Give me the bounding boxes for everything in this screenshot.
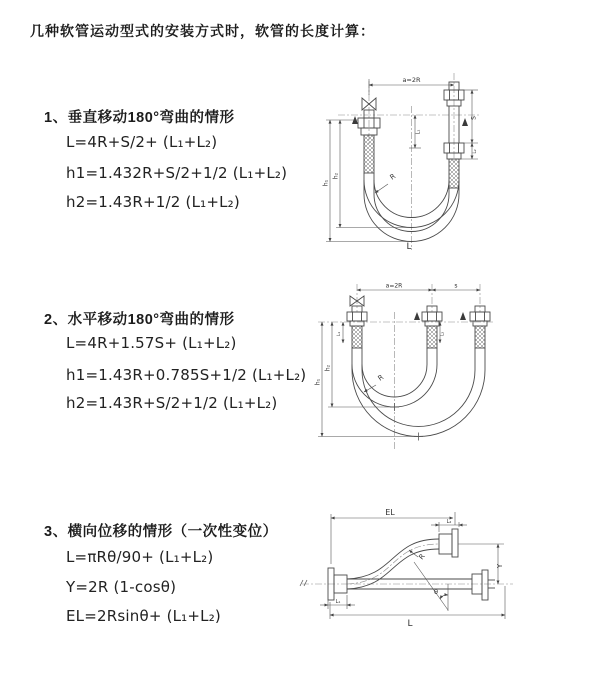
dim-label-l2: L₂ <box>473 149 478 154</box>
upper-flange <box>439 529 458 557</box>
page-title: 几种软管运动型式的安装方式时，软管的长度计算： <box>30 23 375 39</box>
radius-label: R <box>388 172 398 182</box>
middle-pipe-assembly <box>422 306 442 365</box>
section-2-formula-L: L=4R+1.57S+ (L₁+L₂) <box>66 334 237 352</box>
section-1-formula-L: L=4R+S/2+ (L₁+L₂) <box>66 133 218 151</box>
section-3-formula-Y: Y=2R (1-cosθ) <box>66 578 177 596</box>
section-2-heading: 2、水平移动180°弯曲的情形 <box>44 312 235 328</box>
up-arrow-icon <box>460 312 466 320</box>
angle-construction <box>414 562 448 611</box>
dim-label-l1: L₁ <box>337 331 342 337</box>
centerline-break-mark <box>300 580 307 586</box>
dim-label-h1: h₁ <box>314 378 322 386</box>
hose-s-curve <box>347 539 439 589</box>
left-pipe-assembly <box>347 306 367 370</box>
right-pipe-assembly <box>470 306 490 370</box>
section-2-formula-h2: h2=1.43R+S/2+1/2 (L₁+L₂) <box>66 394 278 412</box>
length-label: L <box>406 242 412 252</box>
dim-label-a2r: a=2R <box>385 282 403 290</box>
section-2-formula-h1: h1=1.43R+0.785S+1/2 (L₁+L₂) <box>66 366 307 384</box>
dim-label-y: Y <box>496 563 504 569</box>
dim-label-el: EL <box>385 508 395 517</box>
dim-label-l2: L₂ <box>440 331 446 337</box>
radius-label: R <box>376 373 386 383</box>
hose-u-bend <box>352 365 485 441</box>
dim-label-h1: h₁ <box>322 179 330 187</box>
up-arrow-icon <box>414 312 420 320</box>
angle-label: θ <box>434 588 438 596</box>
section-3-formula-L: L=πRθ/90+ (L₁+L₂) <box>66 548 214 566</box>
diagram-lateral-displacement <box>298 498 598 648</box>
section-1-heading: 1、垂直移动180°弯曲的情形 <box>44 110 235 126</box>
section-1-formula-h2: h2=1.43R+1/2 (L₁+L₂) <box>66 193 240 211</box>
dimensions <box>320 508 505 629</box>
dim-label-l1: L₁ <box>415 129 422 135</box>
section-3-formula-EL: EL=2Rsinθ+ (L₁+L₂) <box>66 607 221 625</box>
diagram-vertical-move-180 <box>312 68 512 268</box>
dim-label-h2: h₂ <box>332 172 340 180</box>
dim-label-l2: L₂ <box>446 519 452 525</box>
dim-label-a2r: a=2R <box>402 76 421 84</box>
dim-label-s: S <box>470 116 478 120</box>
section-1-formula-h1: h1=1.432R+S/2+1/2 (L₁+L₂) <box>66 164 288 182</box>
section-3-heading: 3、横向位移的情形（一次性变位） <box>44 524 278 540</box>
dim-label-s: s <box>454 282 458 290</box>
dim-label-l1: L₁ <box>335 599 341 605</box>
dim-label-h2: h₂ <box>324 364 332 372</box>
radius-label: R <box>417 552 427 562</box>
diagram-horizontal-move-180 <box>310 282 510 454</box>
length-label: L <box>407 619 413 629</box>
up-arrow-icon <box>462 118 468 126</box>
